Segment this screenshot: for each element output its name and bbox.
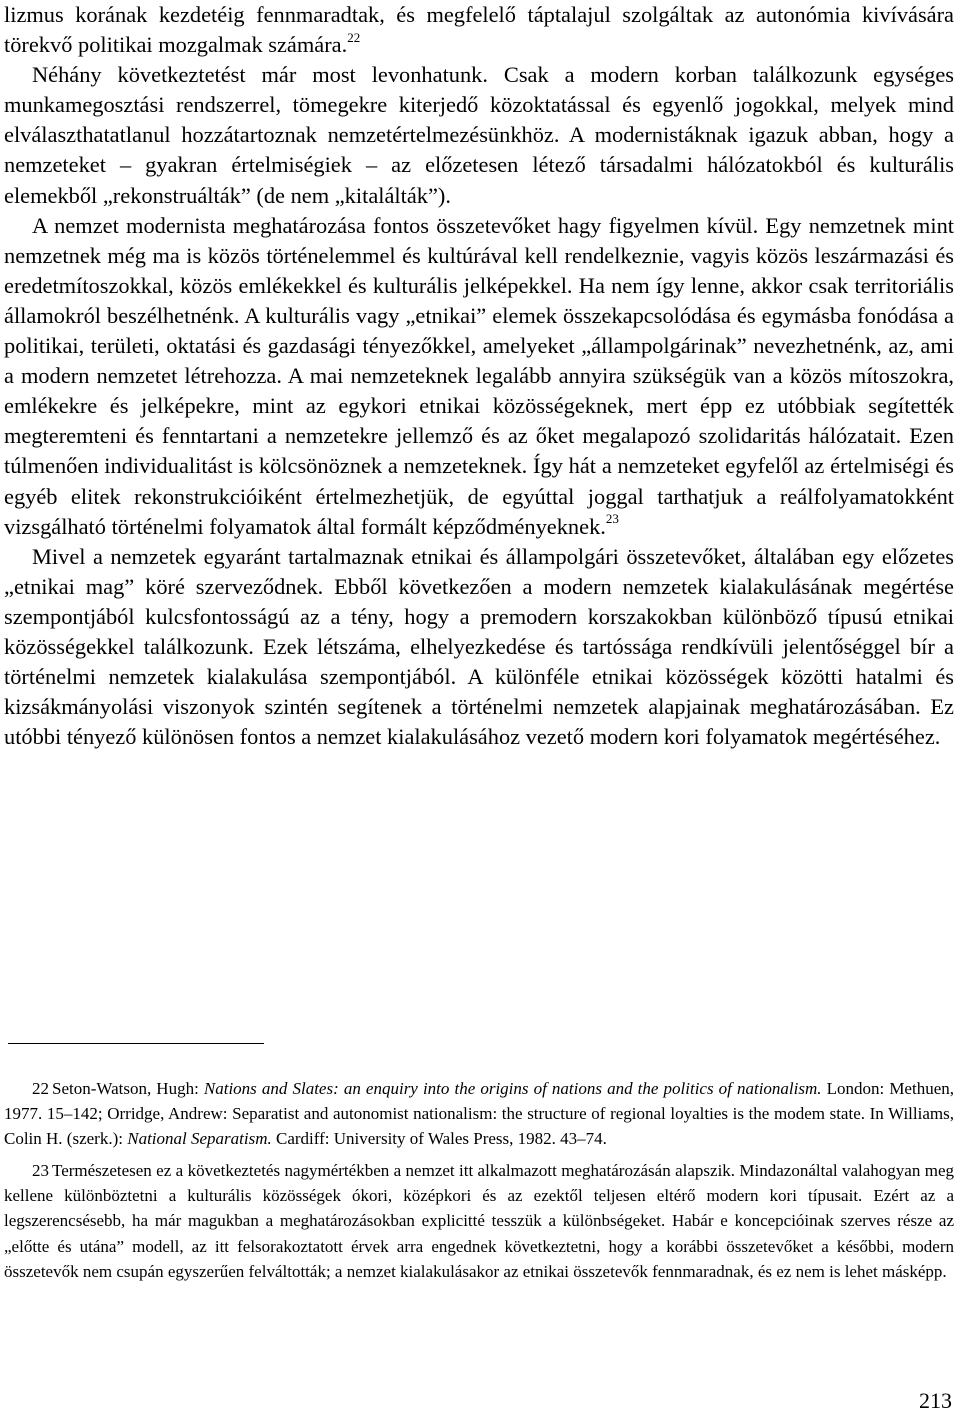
page xyxy=(4,0,954,752)
footnote-ref-22[interactable]: 22 xyxy=(347,29,361,45)
paragraph-4: Mivel a nemzetek egyaránt tartalmaznak etnikai és állampolgári összetevőket, általában egy előzetes „etnikai mag” köré szerveződnek. Ebből következően a modern nemzetek kialakulásának megértése szempontjából kulcsfontosságú az a tény, hogy a premodern korszakokban különböző típusú etnikai közösségekkel találkozunk. Ezek létszáma, elhelyezkedése és tartóssága rendkívüli jelentőséggel bír a történelmi nemzetek kialakulása szempontjából. A különféle etnikai közösségek közötti hatalmi és kizsákmányolási viszonyok szintén segítenek a történelmi nemzetek alapjainak meghatározásában. Ez utóbbi tényező különösen fontos a nemzet kialakulásához vezető modern kori folyamatok megértéséhez. xyxy=(4,543,954,750)
footnote-23-number: 23 xyxy=(32,1161,49,1181)
paragraph-2: Néhány következtetést már most levonhatunk. Csak a modern korban találkozunk egységes munkamegosztási rendszerrel, tömegekre kiterjedő közoktatással és egyenlő jogokkal, melyek mind elválaszthatatlanul hozzátartoznak nemzetértelmezésünkhöz. A modernistáknak igazuk abban, hogy a nemzeteket – gyakran értelmiségiek – az előzetesen létező társadalmi hálózatokból és kulturális elemekből „rekonstruálták” (de nem „kitalálták”). xyxy=(4,62,954,208)
footnote-22-title-2: National Separatism. xyxy=(127,1129,272,1149)
main-text xyxy=(4,0,954,752)
paragraph-1 xyxy=(4,0,954,60)
paragraph-3-text: A nemzet modernista meghatározása fontos összetevőket hagy figyelmen kívül. Egy nemzetnek mint nemzetnek még ma is közös történelemmel és kultúrával kell rendelkeznie, vagyis közös leszármazási és eredetmítoszokkal, közös emlékekkel és kulturális jelképekkel. Ha nem így lenne, akkor csak territoriális államokról beszélhetnénk. A kulturális vagy „etnikai” elemek összekapcsolódása és egymásba fonódása a politikai, területi, oktatási és gazdasági tényezőkkel, amelyeket „állampolgárinak” nevezhetnénk, az, ami a modern nemzetet létrehozza. A mai nemzeteknek legalább annyira szükségük van a közös mítoszokra, emlékekre és jelképekre, mint az egykori etnikai közösségeknek, mert épp ez utóbbiak segítették megteremteni és fenntartani a nemzetekre jellemző és az őket megalapozó szolidaritás hálózatait. Ezen túlmenően individualitást is kölcsönöznek a nemzeteknek. Így hát a nemzeteket egyfelől az értelmiségi és egyéb elitek rekonstrukcióiként értelmezhetjük, de egyúttal joggal tarthatjuk a reálfolyamatokként vizsgálható történelmi folyamatok által formált képződményeknek. xyxy=(4,212,954,539)
paragraph-1-text: lizmus korának kezdetéig fennmaradtak, és megfelelő táptalajul szolgáltak az autonómia kivívására törekvő politikai mozgalmak számára. xyxy=(4,2,954,58)
footnote-23 xyxy=(4,1158,954,1283)
page-number: 213 xyxy=(919,1388,952,1413)
footnote-22-number: 22 xyxy=(32,1079,49,1098)
footnote-22-author: Seton-Watson, Hugh: xyxy=(52,1079,204,1098)
paragraph-3 xyxy=(4,211,954,542)
footnote-22-text-b: London: Methuen, 1977. 15–142; Orridge, Andrew: Separatist and autonomist nationalism: the structure of regional loyalties is the modem state. In Williams, Colin H. (szerk.): xyxy=(4,1079,955,1149)
footnote-23-text: Természetesen ez a következtetés nagymértékben a nemzet itt alkalmazott meghatározásán alapszik. Mindazonáltal valahogyan meg kellene különböztetni a kulturális közösségek ókori, középkori és az ezektől teljesen eltérő modern kori típusait. Ezért az a legszerencsésebb, ha már magukban a meghatározásokban explicitté tesszük a különbségeket. Habár e koncepcióinak szerves része az „előtte és utána” modell, az itt felsorakoztatott érvek arra engednek következtetni, hogy a korábbi összetevőket a későbbi, modern összetevők nem csupán egyszerűen felváltották; a nemzet kialakulásakor az etnikai összetevők fennmaradnak, és ez nem is lehet másképp. xyxy=(4,1161,954,1281)
footnote-22-title-1: Nations and Slates: an enquiry into the origins of nations and the politics of nationalism. xyxy=(203,1079,822,1098)
footnote-ref-23[interactable]: 23 xyxy=(605,511,619,527)
footnote-22-text-c: Cardiff: University of Wales Press, 1982. 43–74. xyxy=(271,1129,607,1149)
footnote-separator xyxy=(8,1043,264,1044)
footnotes xyxy=(4,1076,954,1284)
footnote-22 xyxy=(4,1076,954,1151)
